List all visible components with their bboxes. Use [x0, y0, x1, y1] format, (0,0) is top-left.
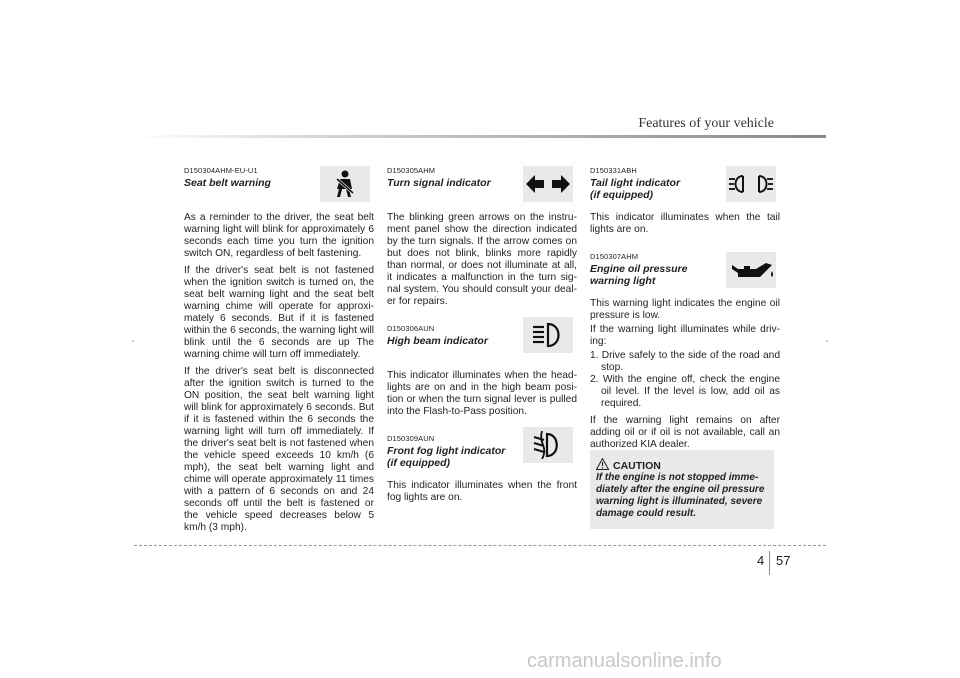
paragraph: If the warning light illuminates while driv-ing: [590, 324, 780, 347]
column-1 [184, 166, 374, 539]
section-heading: Seat belt warning [184, 177, 271, 189]
section-code: D150309AUN [387, 434, 435, 443]
watermark: carmanualsonline.info [527, 650, 722, 672]
section-turn-signal [387, 166, 577, 308]
list-item: 2. With the engine off, check the engine oil level. If the level is low, add oil as required. [590, 374, 780, 409]
section-heading: Tail light indicator [590, 177, 681, 189]
high-beam-icon [523, 317, 573, 353]
caution-box [590, 450, 774, 529]
section-high-beam [387, 324, 577, 418]
paragraph: If the driver's seat belt is not fastened when the ignition switch is turned on, the seat belt warning light and the seat belt warning chime will operate for approxi-mately 6 seconds. But if it is fastened within the 6 seconds, the warning light will blink until the 6 seconds are up The warning chime will turn off immediately. [184, 265, 374, 360]
paragraph: This indicator illuminates when the front fog lights are on. [387, 480, 577, 503]
section-code: D150306AUN [387, 324, 435, 333]
header-rule [134, 135, 826, 138]
column-2 [387, 166, 577, 509]
tail-light-icon [726, 166, 776, 202]
paragraph: If the driver's seat belt is disconnected after the ignition switch is turned to the ON position, the seat belt warning light will blink for approximately 6 seconds. But if it is fastened within the 6 seconds the warning light will turn off immediately. If the driver's seat belt is not fastened when the vehicle speed exceeds 10 km/h (6 mph), the seat belt warning light and chime will operate approximately 11 times with a pattern of 6 seconds on and 24 seconds off until the belt is fastened or the vehicle speed decreases below 5 km/h (3 mph). [184, 366, 374, 533]
section-heading: High beam indicator [387, 335, 488, 347]
caution-text: If the engine is not stopped imme-diately after the engine oil pressure warning light is illuminated, severe damage could result. [596, 472, 765, 519]
paragraph: This indicator illuminates when the head-lights are on and in the high beam posi-tion or when the turn signal lever is pulled into the Flash-to-Pass position. [387, 370, 577, 417]
crop-mark [132, 340, 134, 342]
section-code: D150304AHM-EU-U1 [184, 166, 258, 175]
section-heading-note: warning light [590, 275, 656, 287]
section-tail-light [590, 166, 780, 236]
steps-list [590, 350, 780, 410]
front-fog-light-icon [523, 427, 573, 463]
section-heading: Turn signal indicator [387, 177, 491, 189]
section-code: D150307AHM [590, 252, 639, 261]
section-heading: Front fog light indicator [387, 445, 506, 457]
oil-can-icon [726, 252, 776, 288]
paragraph: If the warning light remains on after adding oil or if oil is not available, call an authorized KIA dealer. [590, 415, 780, 450]
list-item: 1. Drive safely to the side of the road and stop. [590, 350, 780, 373]
caution-title: CAUTION [613, 460, 661, 472]
section-heading-note: (if equipped) [387, 457, 450, 469]
paragraph: As a reminder to the driver, the seat belt warning light will blink for approximately 6 seconds each time you turn the ignition switch ON, regardless of belt fastening. [184, 212, 374, 259]
paragraph: The blinking green arrows on the instru-ment panel show the direction indicated by the turn signals. If the arrow comes on but does not blink, blinks more rapidly than normal, or does not illuminate at all, it indicates a malfunction in the turn sig-nal system. You should consult your deal-er for repairs. [387, 212, 577, 307]
page-number: 57 [776, 553, 791, 568]
section-front-fog-light [387, 434, 577, 504]
paragraph: This warning light indicates the engine oil pressure is low. [590, 298, 780, 321]
section-code: D150331ABH [590, 166, 637, 175]
section-seat-belt-warning [184, 166, 374, 534]
section-heading-note: (if equipped) [590, 189, 653, 201]
section-heading: Engine oil pressure [590, 263, 688, 275]
turn-signal-icon [523, 166, 573, 202]
seatbelt-warning-icon [320, 166, 370, 202]
footer-rule [134, 545, 826, 546]
paragraph: This indicator illuminates when the tail lights are on. [590, 212, 780, 235]
column-3 [590, 166, 780, 456]
footer-divider [769, 551, 770, 575]
page-header-title: Features of your vehicle [638, 116, 774, 131]
section-engine-oil-pressure [590, 252, 780, 451]
crop-mark [826, 340, 828, 342]
section-code: D150305AHM [387, 166, 436, 175]
chapter-number: 4 [757, 553, 765, 568]
